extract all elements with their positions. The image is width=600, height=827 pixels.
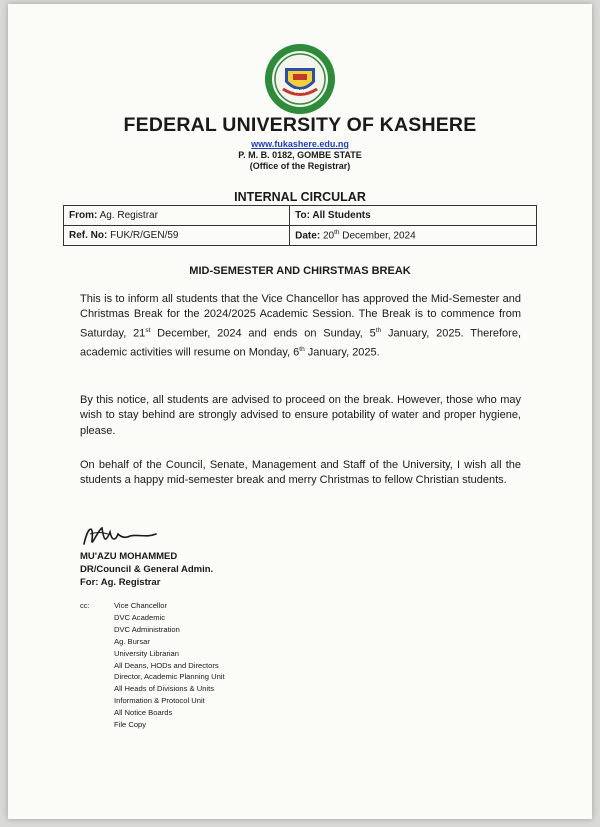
logo-text: FUK xyxy=(294,89,306,95)
list-item: All Deans, HODs and Directors xyxy=(114,660,219,670)
ref-label: Ref. No: xyxy=(69,230,108,241)
circular-title: INTERNAL CIRCULAR xyxy=(234,190,366,204)
cc-list xyxy=(114,600,225,731)
list-item: Director, Academic Planning Unit xyxy=(114,672,225,682)
university-name: FEDERAL UNIVERSITY OF KASHERE xyxy=(123,114,477,136)
date-suffix: th xyxy=(334,229,340,237)
date-day: 20 xyxy=(322,230,335,242)
signatory-name: MU'AZU MOHAMMED xyxy=(80,551,178,562)
paragraph-3: On behalf of the Council, Senate, Management and Staff of the University, I wish all the students a happy mid-semester break and merry Christmas to fellow Christian students. xyxy=(80,459,521,487)
date-rest: December, 2024 xyxy=(342,230,416,242)
signatory-title: DR/Council & General Admin. xyxy=(80,564,214,575)
from-cell xyxy=(64,206,290,226)
list-item: DVC Administration xyxy=(114,624,180,634)
ref-value: FUK/R/GEN/59 xyxy=(110,230,179,241)
date-label: Date: xyxy=(295,230,321,242)
table-row xyxy=(64,206,537,226)
list-item: File Copy xyxy=(114,720,147,730)
office-name: (Office of the Registrar) xyxy=(249,161,351,171)
list-item: All Heads of Divisions & Units xyxy=(114,684,215,694)
ref-cell xyxy=(64,226,290,246)
to-cell xyxy=(290,206,537,226)
from-label: From: xyxy=(69,210,98,221)
list-item: Vice Chancellor xyxy=(114,601,168,610)
list-item: University Librarian xyxy=(114,648,179,658)
cc-label: cc: xyxy=(80,601,90,610)
list-item: DVC Academic xyxy=(114,612,166,622)
list-item: All Notice Boards xyxy=(114,708,173,718)
signature-mark xyxy=(80,520,162,552)
to-label: To: All Students xyxy=(295,210,371,221)
circular-header-table xyxy=(63,205,537,246)
circular-heading: MID-SEMESTER AND CHIRSTMAS BREAK xyxy=(189,265,411,277)
signatory-for: For: Ag. Registrar xyxy=(80,577,161,588)
date-cell xyxy=(290,226,537,246)
list-item: Information & Protocol Unit xyxy=(114,696,205,706)
postal-address: P. M. B. 0182, GOMBE STATE xyxy=(238,150,362,160)
table-row xyxy=(64,226,537,246)
paragraph-1: This is to inform all students that the Vice Chancellor has approved the Mid-Semester and Christmas Break for the 2024/2025 Academic Session. The Break is to commence from Saturday, 21st December, 2024 and ends on Sunday, 5th January, 2025. Therefore, academic activities will resume on Monday, 6th January, 2025. xyxy=(80,293,521,359)
from-value: Ag. Registrar xyxy=(99,210,158,221)
list-item: Ag. Bursar xyxy=(114,636,150,646)
paragraph-2: By this notice, all students are advised to proceed on the break. However, those who may wish to stay behind are strongly advised to ensure potability of water and proper hygiene, please. xyxy=(80,394,521,437)
university-logo xyxy=(263,42,337,116)
website-link[interactable]: www.fukashere.edu.ng xyxy=(251,139,349,149)
